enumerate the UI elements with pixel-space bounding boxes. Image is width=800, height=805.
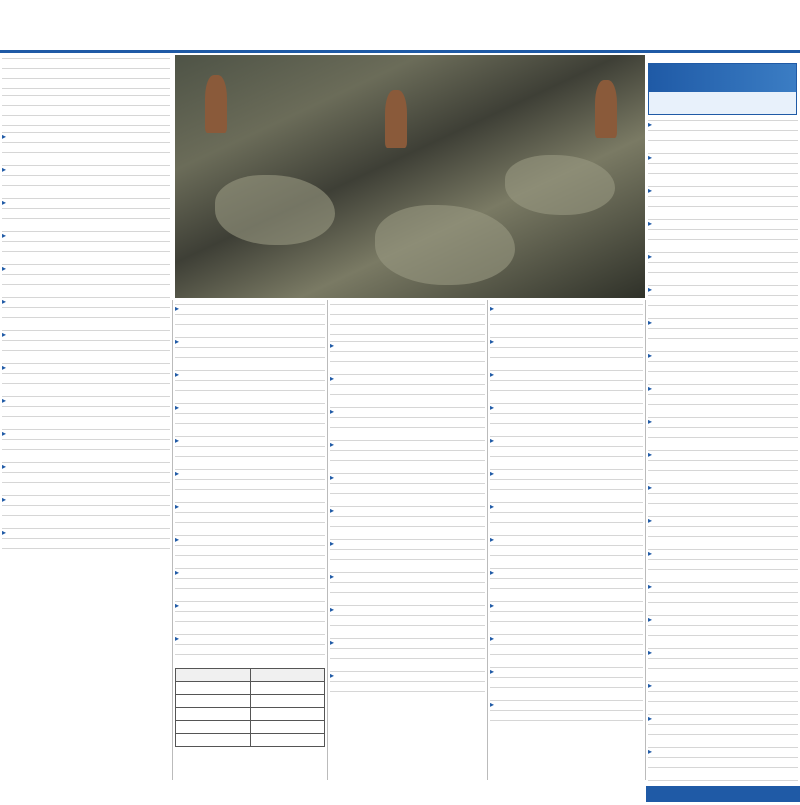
bullet-item xyxy=(648,252,798,282)
series-badge xyxy=(648,63,797,115)
bullet-item xyxy=(2,198,170,228)
bullet-item xyxy=(490,535,643,565)
bullet-item xyxy=(2,495,170,525)
bullet-item xyxy=(648,615,798,645)
bullet-item xyxy=(330,374,485,404)
bullet-item xyxy=(2,330,170,360)
table-cell xyxy=(176,682,251,695)
table-cell xyxy=(250,682,325,695)
bullet-item xyxy=(648,450,798,480)
bullet-item xyxy=(2,462,170,492)
bullet-item xyxy=(648,351,798,381)
bullet-item xyxy=(648,120,798,150)
bullet-item xyxy=(648,285,798,315)
bullet-item xyxy=(175,535,325,565)
bullet-item xyxy=(490,502,643,532)
bullet-item xyxy=(490,337,643,367)
bullet-item xyxy=(490,601,643,631)
bullet-item xyxy=(648,417,798,447)
table-row xyxy=(176,708,325,721)
paragraph xyxy=(2,58,170,92)
bullet-item xyxy=(330,572,485,602)
rock-types-table xyxy=(175,668,325,747)
bullet-item xyxy=(2,297,170,327)
bullet-item xyxy=(2,429,170,459)
column-3 xyxy=(330,302,485,782)
bullet-item xyxy=(648,483,798,513)
bullet-item xyxy=(648,318,798,348)
bullet-item xyxy=(175,436,325,466)
table-row xyxy=(176,721,325,734)
bullet-item xyxy=(175,568,325,598)
bullet-item xyxy=(175,601,325,631)
table-cell xyxy=(250,708,325,721)
table-row xyxy=(176,734,325,747)
bullet-item xyxy=(648,516,798,546)
mine-photo xyxy=(175,55,645,298)
bullet-item xyxy=(648,384,798,414)
bullet-item xyxy=(648,648,798,678)
bullet-item xyxy=(175,304,325,334)
bullet-item xyxy=(330,605,485,635)
bullet-item xyxy=(490,403,643,433)
bullet-item xyxy=(648,219,798,249)
bullet-item xyxy=(490,370,643,400)
bullet-item xyxy=(648,153,798,183)
table-cell xyxy=(176,721,251,734)
paragraph xyxy=(330,304,485,338)
column-4 xyxy=(490,302,643,782)
table-cell xyxy=(176,734,251,747)
table-cell xyxy=(176,708,251,721)
column-2 xyxy=(175,302,325,782)
bullet-item xyxy=(490,469,643,499)
footer-credit xyxy=(646,786,800,802)
bullet-item xyxy=(175,502,325,532)
bullet-item xyxy=(490,634,643,664)
bullet-item xyxy=(648,780,798,782)
bullet-item xyxy=(648,747,798,777)
table-header xyxy=(176,669,251,682)
bullet-item xyxy=(648,549,798,579)
bullet-item xyxy=(648,582,798,612)
bullet-item xyxy=(330,473,485,503)
column-5 xyxy=(648,118,798,782)
table-row xyxy=(176,695,325,708)
table-cell xyxy=(250,695,325,708)
bullet-item xyxy=(330,638,485,668)
bullet-item xyxy=(2,231,170,261)
bullet-item xyxy=(330,539,485,569)
bullet-item xyxy=(330,440,485,470)
table-row xyxy=(176,682,325,695)
bullet-item xyxy=(490,568,643,598)
table-cell xyxy=(250,721,325,734)
bullet-item xyxy=(175,634,325,664)
bullet-item xyxy=(175,403,325,433)
table-cell xyxy=(250,734,325,747)
bullet-item xyxy=(490,700,643,730)
bullet-item xyxy=(330,407,485,437)
bullet-item xyxy=(648,714,798,744)
bullet-item xyxy=(490,304,643,334)
bullet-item xyxy=(490,667,643,697)
bullet-item xyxy=(330,671,485,701)
paragraph xyxy=(2,95,170,129)
bullet-item xyxy=(2,528,170,558)
bullet-item xyxy=(330,341,485,371)
table-header xyxy=(250,669,325,682)
column-1 xyxy=(2,56,170,786)
bullet-item xyxy=(330,506,485,536)
bullet-item xyxy=(2,363,170,393)
bullet-item xyxy=(2,396,170,426)
bullet-item xyxy=(648,681,798,711)
bullet-item xyxy=(175,469,325,499)
bullet-item xyxy=(175,370,325,400)
bullet-item xyxy=(2,165,170,195)
headline-banner xyxy=(0,0,800,53)
bullet-item xyxy=(490,436,643,466)
bullet-item xyxy=(175,337,325,367)
bullet-item xyxy=(2,132,170,162)
bullet-item xyxy=(648,186,798,216)
table-cell xyxy=(176,695,251,708)
bullet-item xyxy=(2,264,170,294)
